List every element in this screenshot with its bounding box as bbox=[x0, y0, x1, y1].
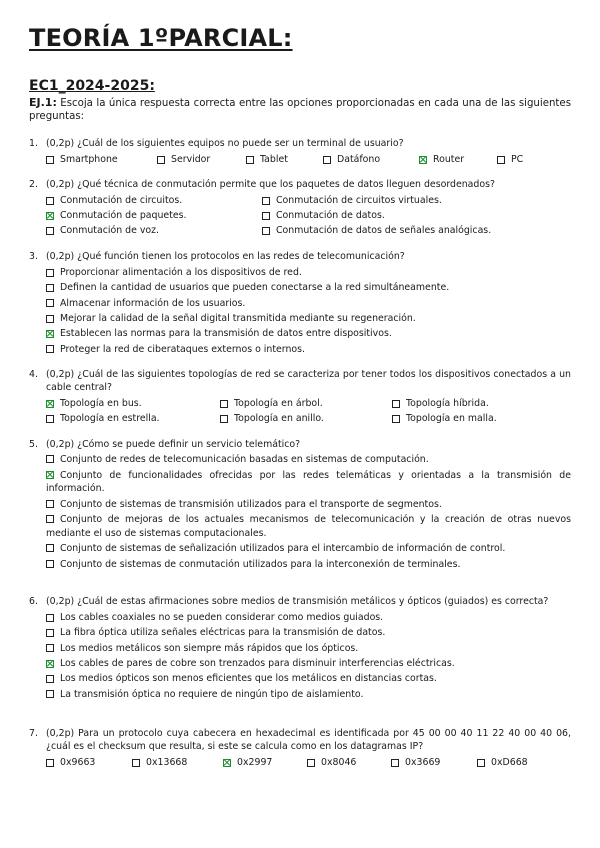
option-smartphone[interactable] bbox=[46, 154, 157, 165]
checkbox-icon[interactable] bbox=[477, 759, 485, 767]
option-voz[interactable] bbox=[46, 225, 262, 236]
question-text: (0,2p) ¿Qué función tienen los protocolos en las redes de telecomunicación? bbox=[46, 251, 405, 262]
option-label: Conjunto de mejoras de los actuales mecanismos de telecomunicación y la creación de otras nuevos mediante el uso de sistemas computacionales. bbox=[46, 514, 571, 539]
page-title: TEORÍA 1ºPARCIAL: bbox=[29, 24, 293, 52]
option-label: Proteger la red de ciberataques externos o internos. bbox=[60, 343, 306, 355]
option-label: Conmutación de datos. bbox=[276, 210, 385, 221]
option-label: 0x13668 bbox=[146, 757, 188, 768]
option-malla[interactable] bbox=[392, 413, 497, 424]
checkbox-icon[interactable] bbox=[392, 400, 400, 408]
question-3 bbox=[29, 250, 571, 357]
option-0x3669[interactable] bbox=[391, 757, 477, 768]
question-text: (0,2p) ¿Cuál de las siguientes topologías de red se caracteriza por tener todos los dispositivos conectados a un cable central? bbox=[46, 369, 571, 393]
option-label: Mejorar la calidad de la señal digital transmitida mediante su regeneración. bbox=[60, 313, 416, 325]
question-number: 4. bbox=[29, 369, 38, 380]
option-label: 0x8046 bbox=[321, 757, 357, 768]
option-hibrida[interactable] bbox=[392, 398, 489, 409]
checkbox-icon[interactable] bbox=[157, 156, 165, 164]
option-estrella[interactable] bbox=[46, 413, 220, 424]
checkbox-icon[interactable] bbox=[307, 759, 315, 767]
checkbox-icon[interactable] bbox=[262, 212, 270, 220]
question-text: (0,2p) ¿Cómo se puede definir un servicio telemático? bbox=[46, 439, 301, 450]
checkbox-icon[interactable] bbox=[46, 644, 54, 652]
option-opticos-eficientes[interactable] bbox=[46, 671, 571, 686]
option-senalizacion[interactable] bbox=[46, 542, 571, 556]
option-label: Topología en árbol. bbox=[234, 398, 323, 409]
question-header bbox=[29, 595, 571, 608]
question-header bbox=[29, 137, 571, 150]
checkbox-icon[interactable] bbox=[46, 415, 54, 423]
option-label: Smartphone bbox=[60, 154, 118, 165]
option-tablet[interactable] bbox=[246, 154, 323, 165]
option-label: 0x3669 bbox=[405, 757, 441, 768]
option-servidor[interactable] bbox=[157, 154, 246, 165]
checkbox-icon[interactable] bbox=[46, 197, 54, 205]
checkbox-icon[interactable] bbox=[46, 212, 54, 220]
checkbox-icon[interactable] bbox=[46, 629, 54, 637]
options-row bbox=[46, 193, 571, 208]
checkbox-icon[interactable] bbox=[220, 400, 228, 408]
checkbox-icon[interactable] bbox=[46, 455, 54, 463]
checkbox-icon[interactable] bbox=[46, 759, 54, 767]
option-label: Proporcionar alimentación a los dispositivos de red. bbox=[60, 267, 302, 279]
option-label: PC bbox=[511, 154, 524, 165]
checkbox-icon[interactable] bbox=[46, 500, 54, 508]
option-label: Conjunto de sistemas de señalización utilizados para el intercambio de información de control. bbox=[60, 543, 506, 554]
question-number: 5. bbox=[29, 439, 38, 450]
question-text: (0,2p) ¿Cuál de estas afirmaciones sobre medios de transmisión metálicos y ópticos (guiados) es correcta? bbox=[46, 596, 549, 607]
checkbox-icon[interactable] bbox=[46, 471, 54, 479]
option-label: Los cables de pares de cobre son trenzados para disminuir interferencias eléctricas. bbox=[60, 658, 455, 670]
option-label: Topología en bus. bbox=[60, 398, 142, 409]
section-subtitle: EC1_2024-2025: bbox=[29, 78, 155, 94]
option-redes-computacion[interactable] bbox=[46, 453, 571, 467]
checkbox-icon[interactable] bbox=[46, 156, 54, 164]
options-row bbox=[46, 208, 571, 223]
checkbox-icon[interactable] bbox=[46, 345, 54, 353]
option-almacenar[interactable] bbox=[46, 296, 571, 311]
question-header bbox=[29, 178, 571, 191]
option-paquetes[interactable] bbox=[46, 210, 262, 221]
question-1 bbox=[29, 137, 571, 167]
option-label: Router bbox=[433, 154, 465, 165]
question-5 bbox=[29, 438, 571, 573]
option-label: Almacenar información de los usuarios. bbox=[60, 297, 246, 309]
option-normas[interactable] bbox=[46, 326, 571, 341]
option-label: Tablet bbox=[260, 154, 288, 165]
checkbox-icon[interactable] bbox=[497, 156, 505, 164]
option-label: Los medios metálicos son siempre más rápidos que los ópticos. bbox=[60, 642, 359, 654]
option-label: Conjunto de funcionalidades ofrecidas por las redes telemáticas y orientadas a la transmisión de información. bbox=[46, 469, 571, 494]
checkbox-icon[interactable] bbox=[392, 415, 400, 423]
checkbox-icon[interactable] bbox=[262, 227, 270, 235]
checkbox-icon[interactable] bbox=[46, 299, 54, 307]
option-label: Conmutación de circuitos virtuales. bbox=[276, 195, 442, 206]
option-datos[interactable] bbox=[262, 210, 385, 221]
question-text: (0,2p) ¿Cuál de los siguientes equipos no puede ser un terminal de usuario? bbox=[46, 138, 404, 149]
option-0x13668[interactable] bbox=[132, 757, 223, 768]
option-label: Conmutación de circuitos. bbox=[60, 195, 183, 206]
checkbox-icon[interactable] bbox=[220, 415, 228, 423]
option-circuitos-virtuales[interactable] bbox=[262, 195, 442, 206]
option-cantidad-usuarios[interactable] bbox=[46, 280, 571, 295]
option-datafono[interactable] bbox=[323, 154, 419, 165]
option-funcionalidades[interactable] bbox=[46, 469, 571, 496]
option-label: Los cables coaxiales no se pueden considerar como medios guiados. bbox=[60, 612, 384, 624]
option-coaxiales[interactable] bbox=[46, 610, 571, 625]
checkbox-icon[interactable] bbox=[132, 759, 140, 767]
checkbox-icon[interactable] bbox=[46, 227, 54, 235]
question-number: 7. bbox=[29, 728, 38, 739]
checkbox-icon[interactable] bbox=[46, 515, 54, 523]
option-arbol[interactable] bbox=[220, 398, 392, 409]
question-7 bbox=[29, 727, 571, 770]
option-label: Definen la cantidad de usuarios que pueden conectarse a la red simultáneamente. bbox=[60, 282, 450, 294]
option-label: Establecen las normas para la transmisión de datos entre dispositivos. bbox=[60, 328, 392, 340]
option-label: 0x2997 bbox=[237, 757, 273, 768]
option-fibra-electricas[interactable] bbox=[46, 625, 571, 640]
checkbox-icon[interactable] bbox=[419, 156, 427, 164]
option-aislamiento[interactable] bbox=[46, 686, 571, 701]
option-label: Conjunto de sistemas de conmutación utilizados para la interconexión de terminales. bbox=[60, 558, 461, 570]
checkbox-icon[interactable] bbox=[46, 690, 54, 698]
option-router[interactable] bbox=[419, 154, 497, 165]
question-number: 1. bbox=[29, 138, 38, 149]
question-6 bbox=[29, 595, 571, 702]
option-label: 0x9663 bbox=[60, 757, 96, 768]
option-circuitos[interactable] bbox=[46, 195, 262, 206]
option-conmutacion-terminales[interactable] bbox=[46, 558, 571, 572]
checkbox-icon[interactable] bbox=[46, 560, 54, 568]
option-label: Conjunto de redes de telecomunicación basadas en sistemas de computación. bbox=[60, 454, 429, 465]
options-row bbox=[46, 396, 571, 411]
checkbox-icon[interactable] bbox=[262, 197, 270, 205]
checkbox-icon[interactable] bbox=[46, 400, 54, 408]
checkbox-icon[interactable] bbox=[223, 759, 231, 767]
question-header bbox=[29, 438, 571, 451]
option-label: Servidor bbox=[171, 154, 211, 165]
option-0x2997[interactable] bbox=[223, 757, 307, 768]
question-header bbox=[29, 368, 571, 394]
option-pc[interactable] bbox=[497, 154, 523, 165]
option-label: Conmutación de voz. bbox=[60, 225, 160, 236]
question-number: 6. bbox=[29, 596, 38, 607]
question-header bbox=[29, 250, 571, 263]
option-label: Topología en malla. bbox=[406, 413, 497, 424]
option-senales-analogicas[interactable] bbox=[262, 225, 491, 236]
option-label: Conmutación de paquetes. bbox=[60, 210, 187, 221]
checkbox-icon[interactable] bbox=[46, 284, 54, 292]
question-4 bbox=[29, 368, 571, 426]
option-alimentacion[interactable] bbox=[46, 265, 571, 280]
option-0x9663[interactable] bbox=[46, 757, 132, 768]
option-mejoras-mecanismos[interactable] bbox=[46, 513, 571, 540]
option-label: Topología híbrida. bbox=[406, 398, 489, 409]
option-anillo[interactable] bbox=[220, 413, 392, 424]
question-text: (0,2p) Para un protocolo cuya cabecera en hexadecimal es identificada por 45 00 00 40 11 22 40 00 40 06, ¿cuál es el checksum que resulta, si este se calcula como en los datagramas IP? bbox=[46, 728, 571, 752]
option-transporte-segmentos[interactable] bbox=[46, 498, 571, 512]
option-label: La transmisión óptica no requiere de ningún tipo de aislamiento. bbox=[60, 688, 364, 700]
option-label: Los medios ópticos son menos eficientes que los metálicos en distancias cortas. bbox=[60, 673, 437, 685]
options-row bbox=[46, 755, 571, 770]
checkbox-icon[interactable] bbox=[46, 269, 54, 277]
instructions-text: Escoja la única respuesta correcta entre las opciones proporcionadas en cada una de las siguientes preguntas: bbox=[29, 98, 571, 122]
checkbox-icon[interactable] bbox=[46, 675, 54, 683]
option-label: Datáfono bbox=[337, 154, 381, 165]
option-label: Conjunto de sistemas de transmisión utilizados para el transporte de segmentos. bbox=[60, 498, 442, 510]
checkbox-icon[interactable] bbox=[46, 660, 54, 668]
checkbox-icon[interactable] bbox=[246, 156, 254, 164]
question-2 bbox=[29, 178, 571, 238]
option-pares-trenzados[interactable] bbox=[46, 656, 571, 671]
option-mejorar-calidad[interactable] bbox=[46, 311, 571, 326]
option-bus[interactable] bbox=[46, 398, 220, 409]
question-number: 3. bbox=[29, 251, 38, 262]
question-text: (0,2p) ¿Qué técnica de conmutación permite que los paquetes de datos lleguen desordenados? bbox=[46, 179, 495, 190]
option-label: Topología en estrella. bbox=[60, 413, 160, 424]
option-label: Topología en anillo. bbox=[234, 413, 324, 424]
option-label: La fibra óptica utiliza señales eléctricas para la transmisión de datos. bbox=[60, 627, 386, 639]
option-label: Conmutación de datos de señales analógicas. bbox=[276, 225, 492, 236]
options-row bbox=[46, 411, 571, 426]
option-label: 0xD668 bbox=[491, 757, 528, 768]
options-row bbox=[46, 152, 571, 167]
question-number: 2. bbox=[29, 179, 38, 190]
option-0xD668[interactable] bbox=[477, 757, 528, 768]
checkbox-icon[interactable] bbox=[46, 315, 54, 323]
option-ciberataques[interactable] bbox=[46, 341, 571, 356]
checkbox-icon[interactable] bbox=[46, 330, 54, 338]
question-header bbox=[29, 727, 571, 753]
options-row bbox=[46, 223, 571, 238]
checkbox-icon[interactable] bbox=[323, 156, 331, 164]
option-0x8046[interactable] bbox=[307, 757, 391, 768]
checkbox-icon[interactable] bbox=[46, 614, 54, 622]
exercise-label: EJ.1: bbox=[29, 96, 57, 109]
checkbox-icon[interactable] bbox=[46, 544, 54, 552]
checkbox-icon[interactable] bbox=[391, 759, 399, 767]
option-metalicos-rapidos[interactable] bbox=[46, 641, 571, 656]
exercise-instructions bbox=[29, 96, 571, 123]
